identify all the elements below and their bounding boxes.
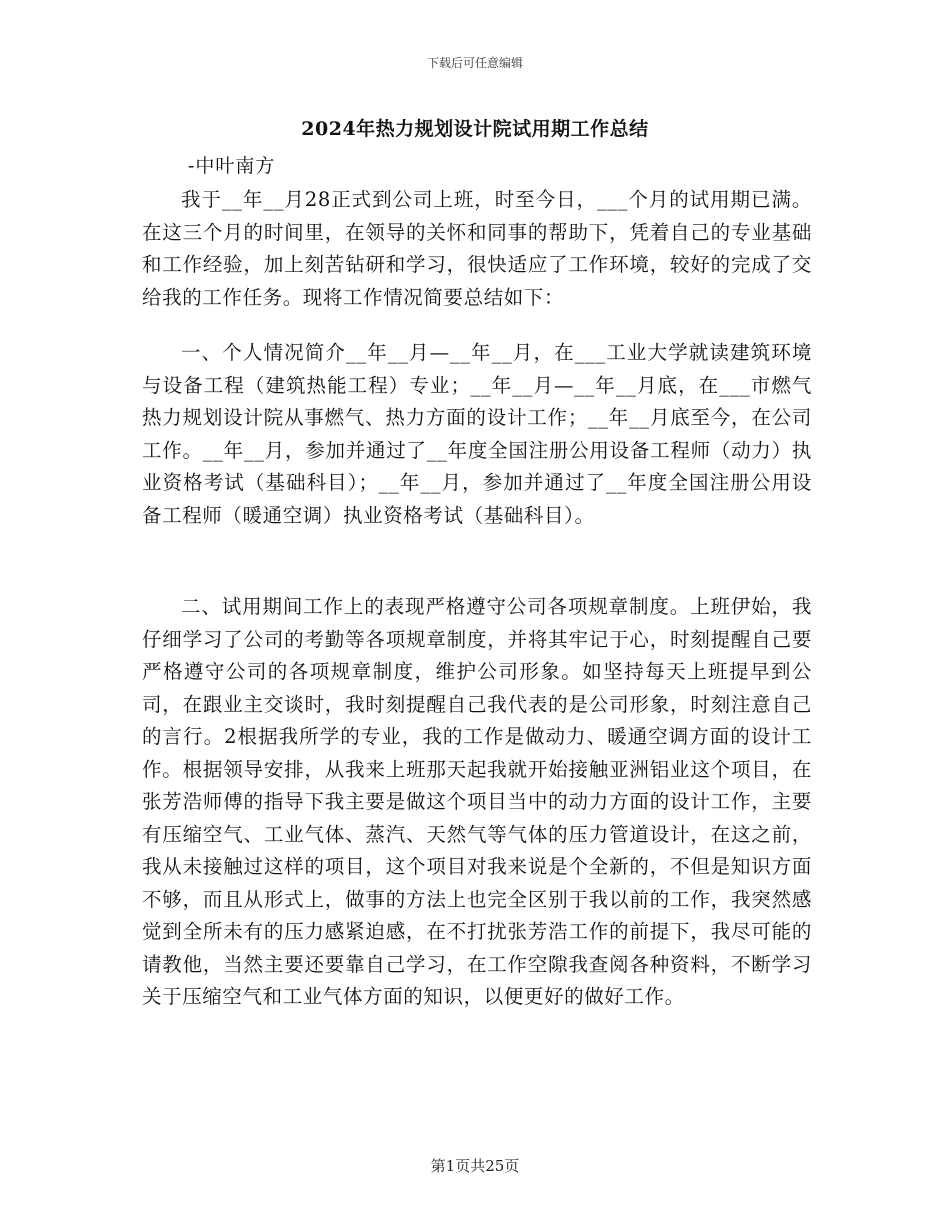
header-note: 下载后可任意编辑 — [426, 56, 523, 70]
body-paragraph-3 — [142, 591, 812, 1014]
page-number-footer: 第1页共25页 — [430, 1157, 520, 1175]
document-title: 2024年热力规划设计院试用期工作总结 — [301, 118, 649, 140]
body-paragraph-1 — [142, 184, 812, 314]
paragraph-text: 一、个人情况简介__年__月—__年__月，在___工业大学就读建筑环境与设备工程（建筑热能工程）专业；__年__月—__年__月底，在___市燃气热力规划设计院从事燃气、热力方面的设计工作；__年__月底至今，在公司工作。__年__月，参加并通过了__年度全国注册公用设备工程师（动力）执业资格考试（基础科目）；__年__月，参加并通过了__年度全国注册公用设备工程师（暖通空调）执业资格考试（基础科目）。 — [142, 341, 812, 527]
paragraph-text: 我于__年__月28正式到公司上班，时至今日，___个月的试用期已满。在这三个月的时间里，在领导的关怀和同事的帮助下，凭着自己的专业基础和工作经验，加上刻苦钻研和学习，很快适应了工作环境，较好的完成了交给我的工作任务。现将工作情况简要总结如下： — [142, 188, 812, 309]
author-line: -中叶南方 — [188, 155, 276, 177]
paragraph-text: 二、试用期间工作上的表现严格遵守公司各项规章制度。上班伊始，我仔细学习了公司的考勤等各项规章制度，并将其牢记于心，时刻提醒自己要严格遵守公司的各项规章制度，维护公司形象。如坚持每天上班提早到公司，在跟业主交谈时，我时刻提醒自己我代表的是公司形象，时刻注意自己的言行。2根据我所学的专业，我的工作是做动力、暖通空调方面的设计工作。根据领导安排，从我来上班那天起我就开始接触亚洲铝业这个项目，在张芳浩师傅的指导下我主要是做这个项目当中的动力方面的设计工作，主要有压缩空气、工业气体、蒸汽、天然气等气体的压力管道设计，在这之前，我从未接触过这样的项目，这个项目对我来说是个全新的，不但是知识方面不够，而且从形式上，做事的方法上也完全区别于我以前的工作，我突然感觉到全所未有的压力感紧迫感，在不打扰张芳浩工作的前提下，我尽可能的请教他，当然主要还要靠自己学习，在工作空隙我查阅各种资料，不断学习关于压缩空气和工业气体方面的知识，以便更好的做好工作。 — [142, 595, 812, 1008]
body-paragraph-2 — [142, 337, 812, 532]
